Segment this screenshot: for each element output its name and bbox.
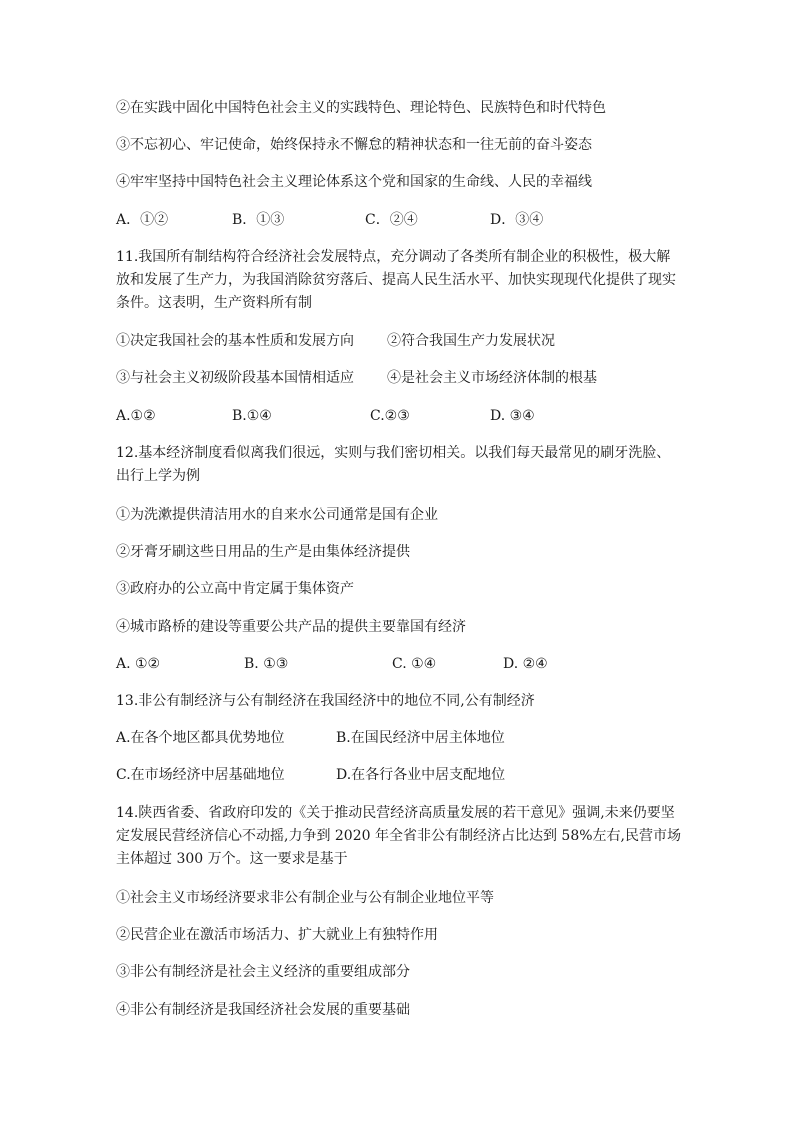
q10-option-c: C．②④ — [365, 212, 418, 228]
q10-option-b: B．①③ — [232, 212, 285, 228]
q11-statement-3: ③与社会主义初级阶段基本国情相适应 — [116, 370, 354, 386]
q12-option-b: B. ①③ — [244, 656, 289, 672]
q10-statement-2: ②在实践中固化中国特色社会主义的实践特色、理论特色、民族特色和时代特色 — [116, 100, 606, 116]
q13-stem: 13.非公有制经济与公有制经济在我国经济中的地位不同,公有制经济 — [116, 693, 535, 709]
q11-option-d: D. ③④ — [490, 408, 535, 424]
q13-option-c: C.在市场经济中居基础地位 — [116, 767, 285, 783]
q10-option-a: A．①② — [116, 212, 169, 228]
q10-option-d: D．③④ — [490, 212, 544, 228]
q13-option-b: B.在国民经济中居主体地位 — [336, 730, 505, 746]
q12-stem: 12.基本经济制度看似离我们很远，实则与我们密切相关。以我们每天最常见的刷牙洗脸、出行上学为例 — [116, 445, 671, 484]
q10-statement-3: ③不忘初心、牢记使命，始终保持永不懈怠的精神状态和一往无前的奋斗姿态 — [116, 137, 592, 153]
q14-stem: 14.陕西省委、省政府印发的《关于推动民营经济高质量发展的若干意见》强调,未来仍要坚定发展民营经济信心不动摇,力争到 2020 年全省非公有制经济占比达到 58%左右,民营市场主体超过 300 万个。这一要求是基于 — [116, 805, 681, 867]
q12-statement-2: ②牙膏牙刷这些日用品的生产是由集体经济提供 — [116, 544, 410, 560]
q11-statement-1: ①决定我国社会的基本性质和发展方向 — [116, 333, 354, 349]
q11-statement-4: ④是社会主义市场经济体制的根基 — [387, 370, 597, 386]
q12-option-a: A. ①② — [116, 656, 161, 672]
q10-statement-4: ④牢牢坚持中国特色社会主义理论体系这个党和国家的生命线、人民的幸福线 — [116, 174, 592, 190]
q11-statement-2: ②符合我国生产力发展状况 — [387, 333, 555, 349]
q14-statement-4: ④非公有制经济是我国经济社会发展的重要基础 — [116, 1002, 410, 1018]
q12-option-c: C. ①④ — [392, 656, 437, 672]
q14-statement-3: ③非公有制经济是社会主义经济的重要组成部分 — [116, 964, 410, 980]
q11-stem: 11.我国所有制结构符合经济社会发展特点，充分调动了各类所有制企业的积极性，极大解放和发展了生产力，为我国消除贫穷落后、提高人民生活水平、加快实现现代化提供了现实条件。这表明，生产资料所有制 — [116, 249, 676, 311]
q11-option-b: B.①④ — [232, 408, 272, 424]
q12-option-d: D. ②④ — [503, 656, 548, 672]
q14-statement-2: ②民营企业在激活市场活力、扩大就业上有独特作用 — [116, 927, 438, 943]
q13-option-d: D.在各行各业中居支配地位 — [336, 767, 506, 783]
q12-statement-3: ③政府办的公立高中肯定属于集体资产 — [116, 581, 354, 597]
q12-statement-1: ①为洗漱提供清洁用水的自来水公司通常是国有企业 — [116, 507, 438, 523]
q11-option-c: C.②③ — [370, 408, 410, 424]
q13-option-a: A.在各个地区都具优势地位 — [116, 730, 285, 746]
q12-statement-4: ④城市路桥的建设等重要公共产品的提供主要靠国有经济 — [116, 619, 466, 635]
q11-option-a: A.①② — [116, 408, 156, 424]
q14-statement-1: ①社会主义市场经济要求非公有制企业与公有制企业地位平等 — [116, 890, 494, 906]
